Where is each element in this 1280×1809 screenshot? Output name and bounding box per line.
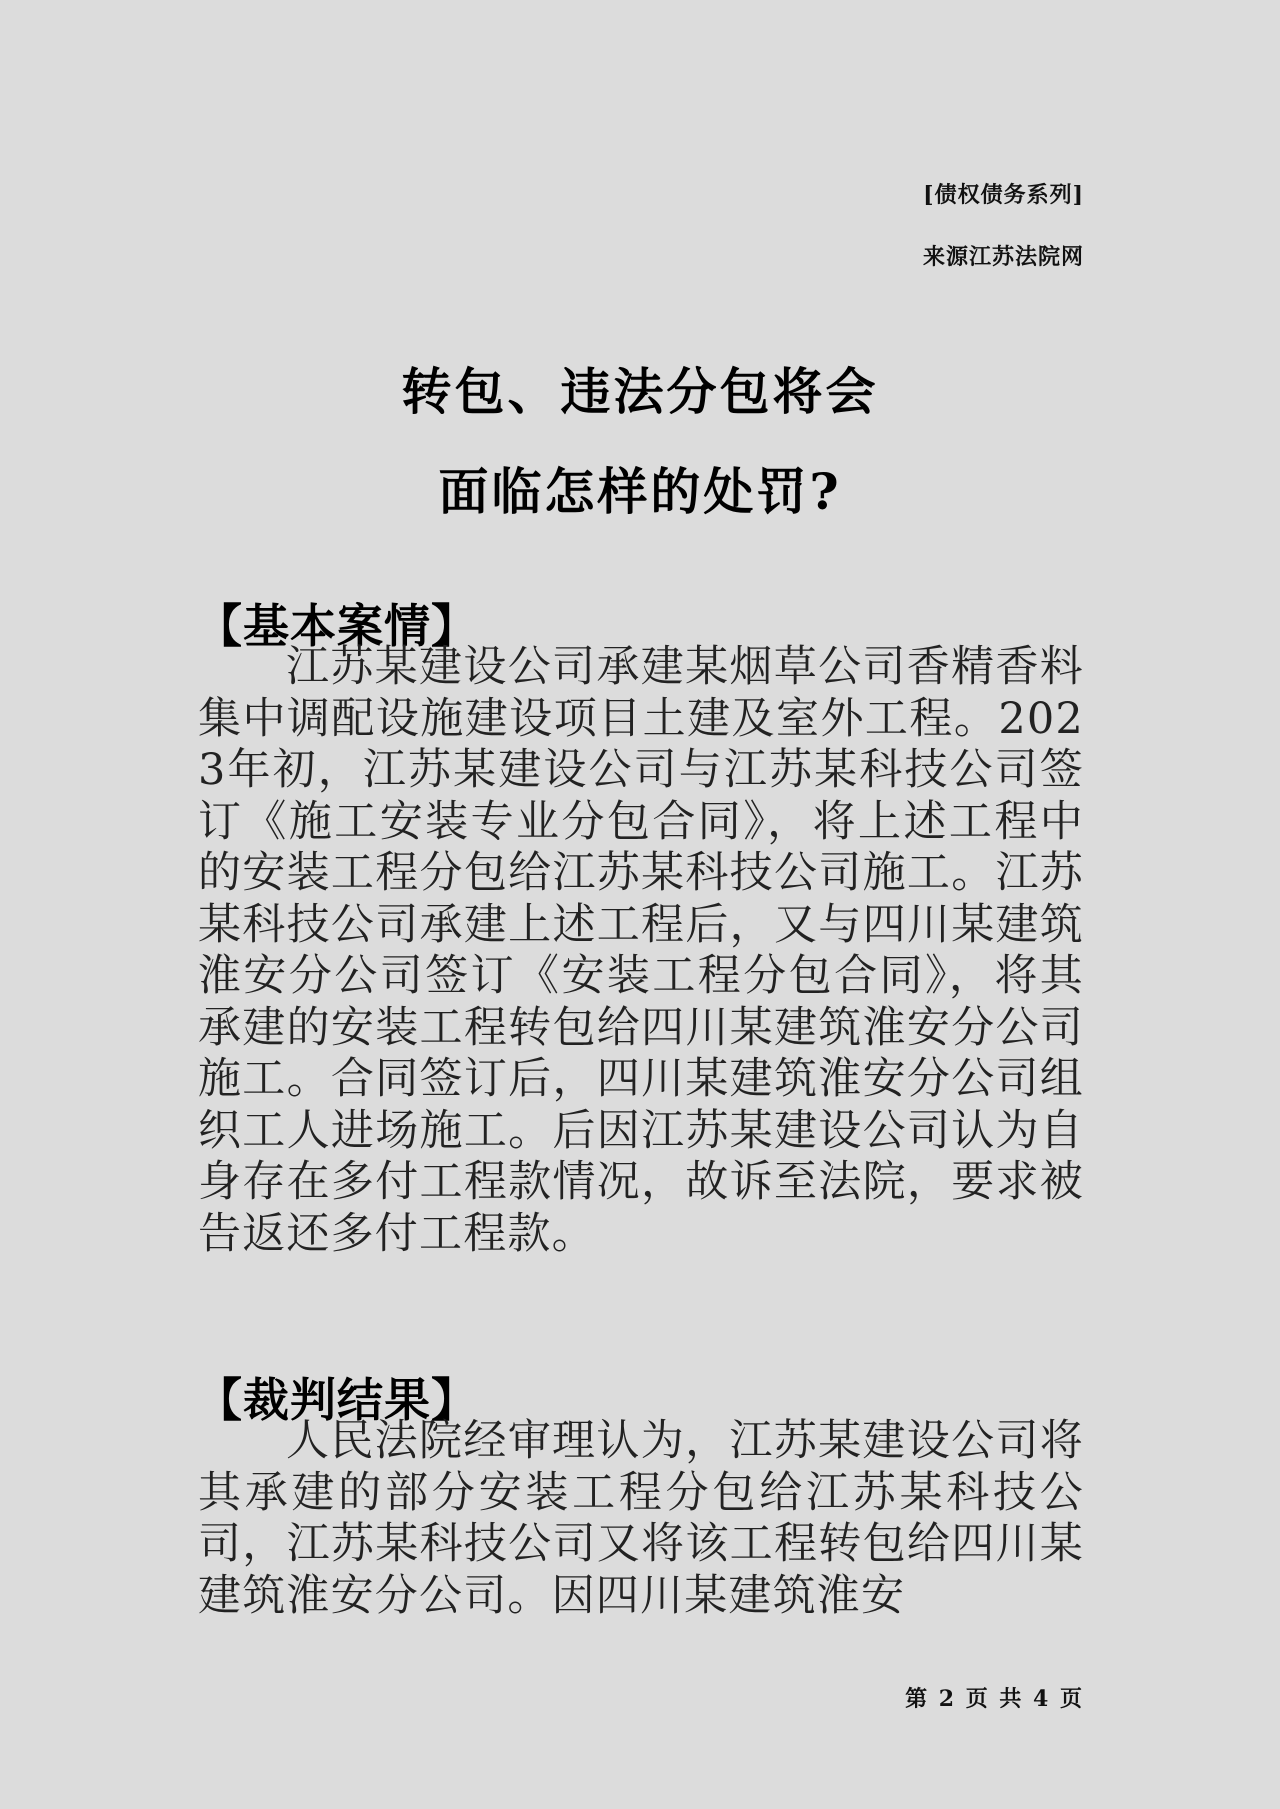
document-title-line-2: 面临怎样的处罚? <box>438 462 842 521</box>
source-label: 来源江苏法院网 <box>922 244 1084 270</box>
document-title-line-1: 转包、违法分包将会 <box>401 362 879 421</box>
section-body-judgment-result: 人民法院经审理认为，江苏某建设公司将其承建的部分安装工程分包给江苏某科技公司，江苏某科技公司又将该工程转包给四川某建筑淮安分公司。因四川某建筑淮安 <box>198 1416 1084 1621</box>
section-heading-basic-facts: 【基本案情】 <box>196 599 478 653</box>
section-heading-judgment-result: 【裁判结果】 <box>196 1373 478 1427</box>
page-number-indicator: 第 2 页 共 4 页 <box>905 1686 1084 1712</box>
series-label: [债权债务系列] <box>923 182 1084 208</box>
section-body-basic-facts: 江苏某建设公司承建某烟草公司香精香料集中调配设施建设项目土建及室外工程。2023年初，江苏某建设公司与江苏某科技公司签订《施工安装专业分包合同》，将上述工程中的安装工程分包给江苏某科技公司施工。江苏某科技公司承建上述工程后，又与四川某建筑淮安分公司签订《安装工程分包合同》，将其承建的安装工程转包给四川某建筑淮安分公司施工。合同签订后，四川某建筑淮安分公司组织工人进场施工。后因江苏某建设公司认为自身存在多付工程款情况，故诉至法院，要求被告返还多付工程款。 <box>198 642 1084 1259</box>
